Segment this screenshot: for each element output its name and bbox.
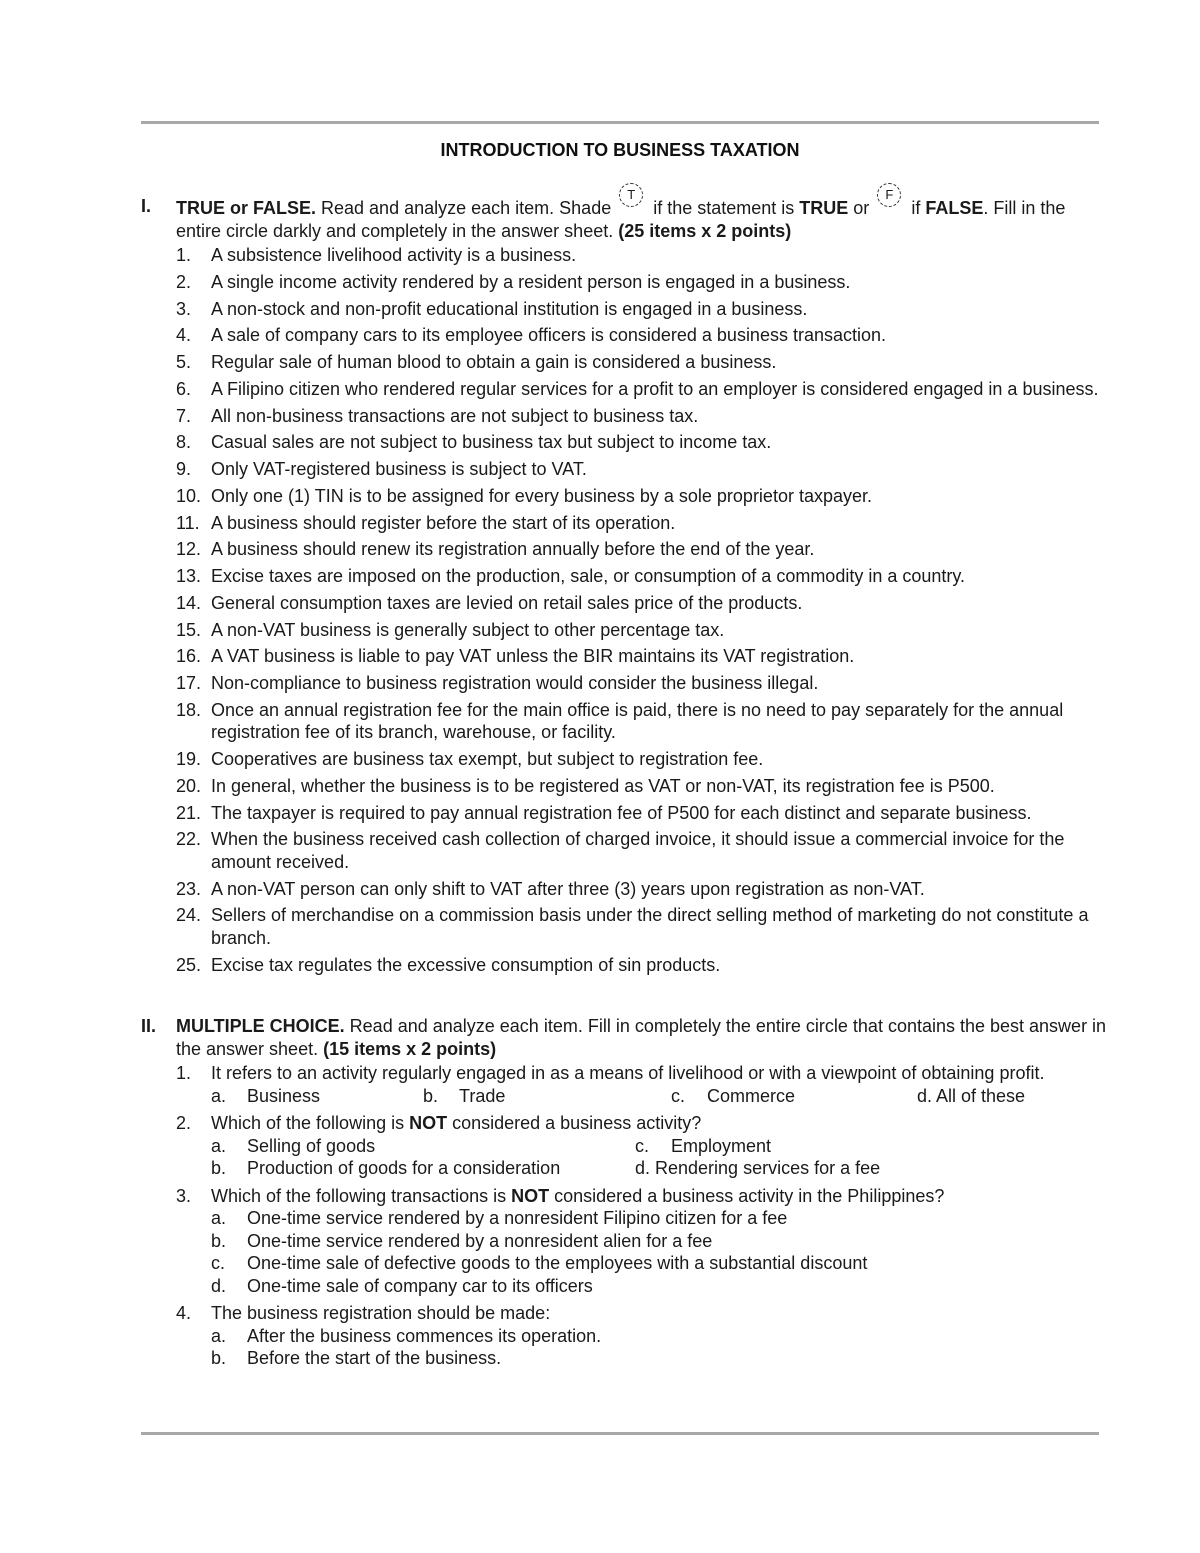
- item-text: A single income activity rendered by a resident person is engaged in a business.: [211, 271, 851, 292]
- item-text: Casual sales are not subject to business tax but subject to income tax.: [211, 432, 772, 453]
- item-number: 1.: [176, 245, 192, 265]
- item-number: 19.: [176, 749, 202, 769]
- choice-option[interactable]: c. One-time sale of defective goods to the employees with a substantial discount: [211, 1253, 868, 1273]
- multiple-choice-list: [141, 1062, 1111, 1370]
- choices: [211, 1135, 1111, 1158]
- section-instructions: MULTIPLE CHOICE. Read and analyze each item. Fill in completely the entire circle that contains the best answer in the answer sheet. (15 items x 2 points): [176, 1016, 1107, 1059]
- choices: [211, 1157, 1111, 1180]
- item-number: 20.: [176, 775, 202, 796]
- item-number: 5.: [176, 352, 192, 372]
- item-number: 10.: [176, 485, 202, 506]
- item-number: 11.: [176, 512, 200, 533]
- list-item: [141, 351, 1111, 374]
- item-text: All non-business transactions are not subject to business tax.: [211, 405, 699, 426]
- item-text: A business should register before the start of its operation.: [211, 512, 676, 533]
- item-text: In general, whether the business is to be registered as VAT or non-VAT, its registration fee is P500.: [211, 775, 995, 796]
- question-item: 3. Which of the following transactions is NOT considered a business activity in the Philippines? a. One-time service rendered by a nonresident Filipino citizen for a fee b. One-time service rendered by a nonresident alien for a fee c. One-time sale of defective goods to the employees with a substantial discount d. One-time sale of company car to its officers: [141, 1185, 1111, 1298]
- item-number: 16.: [176, 646, 202, 667]
- list-item: [141, 485, 1111, 508]
- question-item: 1. It refers to an activity regularly engaged in as a means of livelihood or with a viewpoint of obtaining profit. a. Business b. Trade c. Commerce d. All of these: [141, 1062, 1111, 1107]
- choice-option[interactable]: b. Trade: [423, 1085, 506, 1106]
- item-text: A Filipino citizen who rendered regular services for a profit to an employer is considered engaged in a business.: [211, 378, 1099, 399]
- choice-option[interactable]: a. Selling of goods: [211, 1135, 376, 1156]
- item-number: 12.: [176, 539, 202, 560]
- item-text: Regular sale of human blood to obtain a gain is considered a business.: [211, 352, 777, 372]
- question-text: It refers to an activity regularly engaged in as a means of livelihood or with a viewpoint of obtaining profit.: [211, 1063, 1045, 1083]
- list-item: [141, 431, 1111, 454]
- list-item: [141, 878, 1111, 901]
- item-text: Once an annual registration fee for the main office is paid, there is no need to pay separately for the annual registration fee of its branch, warehouse, or facility.: [211, 699, 1064, 743]
- list-item: [141, 244, 1111, 267]
- points-label: (15 items x 2 points): [323, 1038, 497, 1059]
- choice-option[interactable]: d. Rendering services for a fee: [635, 1158, 881, 1178]
- section-instructions: TRUE or FALSE. Read and analyze each item. Shade T if the statement is TRUE or F if FALSE. Fill in the entire circle darkly and completely in the answer sheet. (25 items x 2 points): [176, 195, 1111, 242]
- true-false-list: [141, 244, 1111, 976]
- question-text: Which of the following transactions is NOT considered a business activity in the Philippines?: [211, 1185, 945, 1206]
- list-item: [141, 954, 1111, 977]
- list-item: [141, 802, 1111, 825]
- item-text: Only VAT-registered business is subject to VAT.: [211, 459, 587, 479]
- list-item: [141, 672, 1111, 695]
- item-number: 3.: [176, 298, 192, 319]
- choice-option[interactable]: b. Production of goods for a consideration: [211, 1158, 561, 1178]
- item-text: Excise taxes are imposed on the production, sale, or consumption of a commodity in a country.: [211, 566, 966, 586]
- list-item: [141, 512, 1111, 535]
- item-number: 9.: [176, 459, 192, 479]
- item-number: 13.: [176, 566, 202, 586]
- item-text: Excise tax regulates the excessive consumption of sin products.: [211, 954, 721, 975]
- question-text: The business registration should be made:: [211, 1303, 551, 1323]
- item-text: The taxpayer is required to pay annual registration fee of P500 for each distinct and separate business.: [211, 802, 1032, 823]
- section-heading: MULTIPLE CHOICE.: [176, 1016, 345, 1036]
- item-number: 2.: [176, 271, 192, 292]
- list-item: [141, 828, 1111, 873]
- list-item: [141, 271, 1111, 294]
- circle-t-icon: T: [617, 195, 647, 219]
- question-item: 2. Which of the following is NOT considered a business activity? a. Selling of goods c. Employment b. Production of goods for a consideration d. Rendering services for a fee: [141, 1112, 1111, 1180]
- item-text: A subsistence livelihood activity is a business.: [211, 245, 577, 265]
- choice-option[interactable]: a. After the business commences its operation.: [211, 1325, 602, 1346]
- item-number: 22.: [176, 829, 202, 850]
- points-label: (25 items x 2 points): [618, 220, 792, 241]
- item-text: Cooperatives are business tax exempt, but subject to registration fee.: [211, 749, 764, 769]
- item-text: General consumption taxes are levied on retail sales price of the products.: [211, 592, 803, 613]
- item-text: A non-VAT business is generally subject to other percentage tax.: [211, 619, 725, 640]
- choice-option[interactable]: c. Employment: [635, 1135, 772, 1156]
- choices: [211, 1085, 1111, 1108]
- item-number: 15.: [176, 619, 202, 640]
- list-item: [141, 592, 1111, 615]
- list-item: [141, 538, 1111, 561]
- top-divider: [141, 121, 1099, 124]
- item-text: A non-stock and non-profit educational institution is engaged in a business.: [211, 298, 808, 319]
- item-text: A VAT business is liable to pay VAT unless the BIR maintains its VAT registration.: [211, 646, 855, 667]
- list-item: [141, 324, 1111, 347]
- choice-option[interactable]: d. All of these: [917, 1085, 1026, 1106]
- item-text: Non-compliance to business registration would consider the business illegal.: [211, 673, 819, 693]
- section-number: II.: [141, 1016, 157, 1036]
- page-title: INTRODUCTION TO BUSINESS TAXATION: [440, 140, 800, 160]
- list-item: [141, 619, 1111, 642]
- item-number: 23.: [176, 878, 202, 899]
- list-item: [141, 298, 1111, 321]
- section-number: I.: [141, 196, 152, 216]
- list-item: [141, 378, 1111, 401]
- choices: [211, 1207, 1111, 1297]
- list-item: [141, 645, 1111, 668]
- circle-f-icon: F: [875, 195, 905, 219]
- choice-option[interactable]: c. Commerce: [671, 1085, 796, 1106]
- item-text: A business should renew its registration annually before the end of the year.: [211, 539, 815, 560]
- item-text: Only one (1) TIN is to be assigned for every business by a sole proprietor taxpayer.: [211, 485, 872, 506]
- list-item: [141, 699, 1111, 744]
- item-text: Sellers of merchandise on a commission basis under the direct selling method of marketing do not constitute a branch.: [211, 905, 1089, 948]
- section-heading: TRUE or FALSE.: [176, 198, 317, 218]
- choices: [211, 1325, 1111, 1370]
- list-item: [141, 904, 1111, 949]
- item-number: 25.: [176, 954, 202, 975]
- item-number: 21.: [176, 802, 202, 823]
- choice-option[interactable]: a. One-time service rendered by a nonresident Filipino citizen for a fee: [211, 1208, 788, 1228]
- bottom-divider: [141, 1432, 1099, 1435]
- item-number: 14.: [176, 592, 202, 613]
- list-item: [141, 458, 1111, 481]
- choice-option[interactable]: d. One-time sale of company car to its officers: [211, 1275, 593, 1296]
- section-true-false: [141, 187, 1111, 980]
- list-item: [141, 775, 1111, 798]
- list-item: [141, 565, 1111, 588]
- item-text: When the business received cash collection of charged invoice, it should issue a commercial invoice for the amount received.: [211, 829, 1065, 872]
- question-text: Which of the following is NOT considered a business activity?: [211, 1113, 702, 1133]
- item-number: 8.: [176, 432, 192, 453]
- item-text: A non-VAT person can only shift to VAT after three (3) years upon registration as non-VAT.: [211, 878, 925, 899]
- item-number: 18.: [176, 699, 202, 720]
- item-number: 7.: [176, 405, 192, 426]
- choice-option[interactable]: b. Before the start of the business.: [211, 1348, 502, 1368]
- choice-option[interactable]: a. Business: [211, 1085, 321, 1106]
- item-number: 24.: [176, 905, 202, 926]
- choice-option[interactable]: b. One-time service rendered by a nonresident alien for a fee: [211, 1230, 713, 1251]
- item-text: A sale of company cars to its employee officers is considered a business transaction.: [211, 325, 887, 346]
- list-item: [141, 405, 1111, 428]
- list-item: [141, 748, 1111, 771]
- section-multiple-choice: [141, 1015, 1111, 1375]
- question-item: 4. The business registration should be made: a. After the business commences its operation. b. Before the start of the business.: [141, 1302, 1111, 1370]
- item-number: 4.: [176, 325, 192, 346]
- item-number: 17.: [176, 673, 202, 693]
- item-number: 6.: [176, 378, 192, 399]
